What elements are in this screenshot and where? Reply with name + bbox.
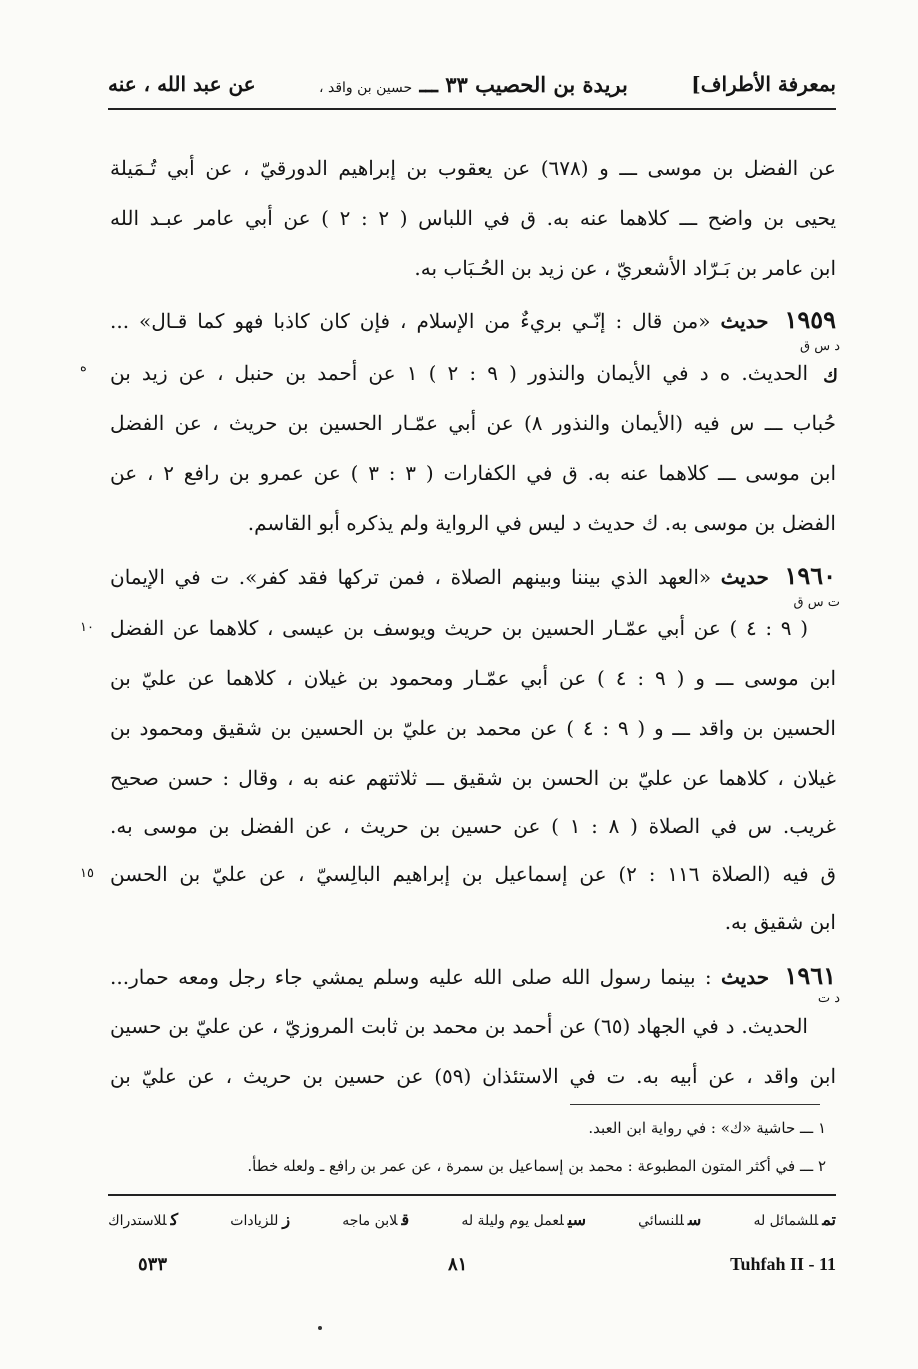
line-number-10: ١٠ (80, 620, 94, 635)
hadith-label: حديث (720, 565, 769, 589)
running-header (108, 62, 836, 106)
text-line: ق فيه (الصلاة ١١٦ : ٢) عن إسماعيل بن إبراهيم البالِسيّ ، عن عليّ بن الحسن (110, 862, 836, 886)
text-line: الحديث. ه د في الأيمان والنذور ( ٩ : ٢ ) ١ عن أحمد بن حنبل ، عن زيد بن (110, 361, 808, 385)
header-center (319, 72, 628, 97)
header-right: بمعرفة الأطراف] (691, 72, 836, 96)
hadith-1959-first-line (110, 302, 836, 338)
margin-marker: ه (80, 360, 87, 375)
footnote-rule (570, 1104, 820, 1105)
text-line: ( ٩ : ٤ ) عن أبي عمّـار الحسين بن حريث ويوسف بن عيسى ، كلاهما عن الفضل (110, 616, 808, 640)
source-codes: د س ق (799, 339, 840, 354)
hadith-number: ١٩٦٠ (784, 561, 836, 590)
hadith-text: «العهد الذي بيننا وبينهم الصلاة ، فمن تركها فقد كفر». ت في الإيمان (110, 565, 712, 589)
text-line: ابن موسى ـــ و ( ٩ : ٤ ) عن أبي عمّـار ومحمود بن غيلان ، كلاهما عن عليّ بن (110, 666, 836, 690)
text-line: حُباب ـــ س فيه (الأيمان والنذور ٨) عن أبي عمّـار الحسين بن حريث ، عن الفضل (110, 411, 836, 435)
text-line: ابن موسى ـــ كلاهما عنه به. ق في الكفارات ( ٣ : ٣ ) عن عمرو بن رافع ٢ ، عن (110, 461, 836, 485)
volume-label: Tuhfah II - 11 (730, 1254, 836, 1274)
hadith-number: ١٩٦١ (784, 961, 836, 990)
source-codes: ت س ق (793, 595, 840, 610)
text-line: يحيى بن واضح ـــ كلاهما عنه به. ق في اللباس ( ٢ : ٢ ) عن أبي عامر عبـد الله (110, 206, 836, 230)
text-line: غيلان ، كلاهما عن عليّ بن الحسن بن شقيق ـــ ثلاثتهم عنه به ، وقال : حسن صحيح (110, 766, 836, 790)
text-line: ابن عامر بن بَـرّاد الأشعريّ ، عن زيد بن الحُـبَاب به. (414, 256, 836, 280)
istidrak-symbol: ك (823, 366, 838, 387)
legend-item: كللاستدراك (108, 1209, 179, 1229)
hadith-1960-first-line (110, 558, 836, 594)
hadith-text: : بينما رسول الله صلى الله عليه وسلم يمشي جاء رجل ومعه حمار... (110, 965, 712, 989)
page-number-center: ٨١ (448, 1254, 468, 1275)
line-number-15: ١٥ (80, 866, 94, 881)
header-rule (108, 108, 836, 110)
text-line: عن الفضل بن موسى ـــ و (٦٧٨) عن يعقوب بن إبراهيم الدورقيّ ، عن أبي تُـمَيلة (110, 156, 836, 180)
hadith-text: «من قال : إنّـي بريءٌ من الإسلام ، فإن كان كاذبا فهو كما قـال» ... (110, 309, 711, 333)
hadith-number: ١٩٥٩ (784, 305, 836, 334)
text-line: ابن شقيق به. (724, 910, 836, 934)
hadith-label: حديث (721, 965, 770, 989)
header-left: عن عبد الله ، عنه (108, 72, 256, 96)
ink-speck (318, 1326, 322, 1330)
hadith-1961-first-line (110, 958, 836, 994)
header-center-sub: حسين بن واقد ، (319, 79, 413, 96)
symbol-legend (108, 1204, 836, 1234)
legend-item: سللنسائي (638, 1209, 702, 1229)
legend-item: زللزيادات (230, 1209, 291, 1229)
text-line: الفضل بن موسى به. ك حديث د ليس في الرواية ولم يذكره أبو القاسم. (247, 511, 836, 535)
footnote-1: ١ ـــ حاشية «ك» : في رواية ابن العبد. (588, 1119, 826, 1137)
legend-item: سيلعمل يوم وليلة له (461, 1209, 586, 1229)
hadith-label: حديث (720, 309, 769, 333)
footnote-2: ٢ ـــ في أكثر المتون المطبوعة : محمد بن إسماعيل بن سمرة ، عن عمر بن رافع ـ ولعله خطأ. (247, 1157, 826, 1175)
text-line: الحسين بن واقد ـــ و ( ٩ : ٤ ) عن محمد بن عليّ بن الحسين بن شقيق ومحمود بن (110, 716, 836, 740)
legend-rule (108, 1194, 836, 1196)
legend-item: تمللشمائل له (753, 1209, 836, 1229)
page-number-left: ٥٣٣ (138, 1254, 168, 1275)
legend-item: قلابن ماجه (342, 1209, 410, 1229)
text-line: غريب. س في الصلاة ( ٨ : ١ ) عن حسين بن حريث ، عن الفضل بن موسى به. (110, 814, 836, 838)
text-line: ابن واقد ، عن أبيه به. ت في الاستئذان (٥٩) عن حسين بن حريث ، عن عليّ بن (110, 1064, 836, 1088)
source-codes: د ت (817, 991, 840, 1006)
header-center-main: بريدة بن الحصيب ٣٣ ـــ (419, 71, 628, 97)
text-line: الحديث. د في الجهاد (٦٥) عن أحمد بن محمد بن ثابت المروزيّ ، عن عليّ بن حسين (110, 1014, 808, 1038)
page-footer (108, 1254, 836, 1284)
